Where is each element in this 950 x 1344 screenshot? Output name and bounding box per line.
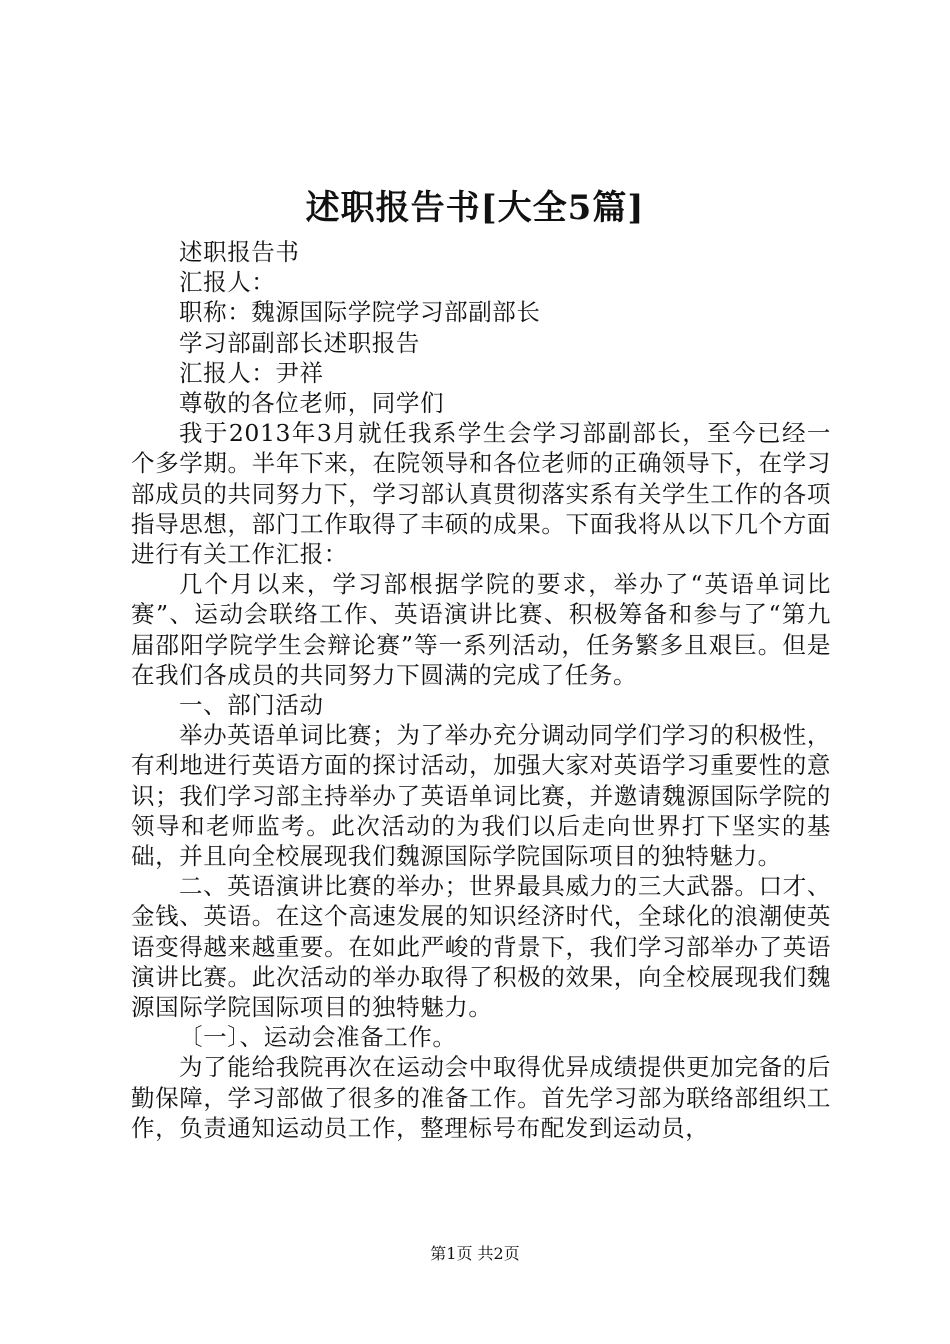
paragraph: 职称：魏源国际学院学习部副部长	[179, 298, 541, 327]
page-footer: 第1页 共2页	[430, 1244, 520, 1263]
paragraph: 举办英语单词比赛；为了举办充分调动同学们学习的积极性，有利地进行英语方面的探讨活动，加强大家对英语学习重要性的意识；我们学习部主持举办了英语单词比赛，并邀请魏源国际学院的领导和老师监考。此次活动的为我们以后走向世界打下坚实的基础，并且向全校展现我们魏源国际学院国际项目的独特魅力。	[131, 721, 831, 871]
paragraph: 尊敬的各位老师，同学们	[179, 389, 445, 418]
paragraph: 学习部副部长述职报告	[179, 328, 420, 357]
paragraph: 汇报人：	[179, 268, 276, 297]
section-heading: 一、部门活动	[179, 691, 324, 720]
paragraph: 为了能给我院再次在运动会中取得优异成绩提供更加完备的后勤保障，学习部做了很多的准备工作。首先学习部为联络部组织工作，负责通知运动员工作，整理标号布配发到运动员，	[131, 1053, 831, 1142]
paragraph: 述职报告书	[179, 238, 300, 266]
paragraph: 汇报人：尹祥	[179, 358, 324, 387]
paragraph: 我于2013年3月就任我系学生会学习部副部长，至今已经一个多学期。半年下来，在院领导和各位老师的正确领导下，在学习部成员的共同努力下，学习部认真贯彻落实系有关学生工作的各项指导思想，部门工作取得了丰硕的成果。下面我将从以下几个方面进行有关工作汇报：	[131, 419, 831, 569]
section-heading: 〔一〕、运动会准备工作。	[179, 1023, 457, 1052]
paragraph: 二、英语演讲比赛的举办；世界最具威力的三大武器。口才、金钱、英语。在这个高速发展的知识经济时代，全球化的浪潮使英语变得越来越重要。在如此严峻的背景下，我们学习部举办了英语演讲比赛。此次活动的举办取得了积极的效果，向全校展现我们魏源国际学院国际项目的独特魅力。	[131, 872, 831, 1022]
document-title: 述职报告书[大全5篇]	[305, 188, 645, 228]
paragraph: 几个月以来，学习部根据学院的要求，举办了“英语单词比赛”、运动会联络工作、英语演讲比赛、积极筹备和参与了“第九届邵阳学院学生会辩论赛”等一系列活动，任务繁多且艰巨。但是在我们各成员的共同努力下圆满的完成了任务。	[131, 570, 831, 689]
document-body	[131, 237, 831, 1143]
